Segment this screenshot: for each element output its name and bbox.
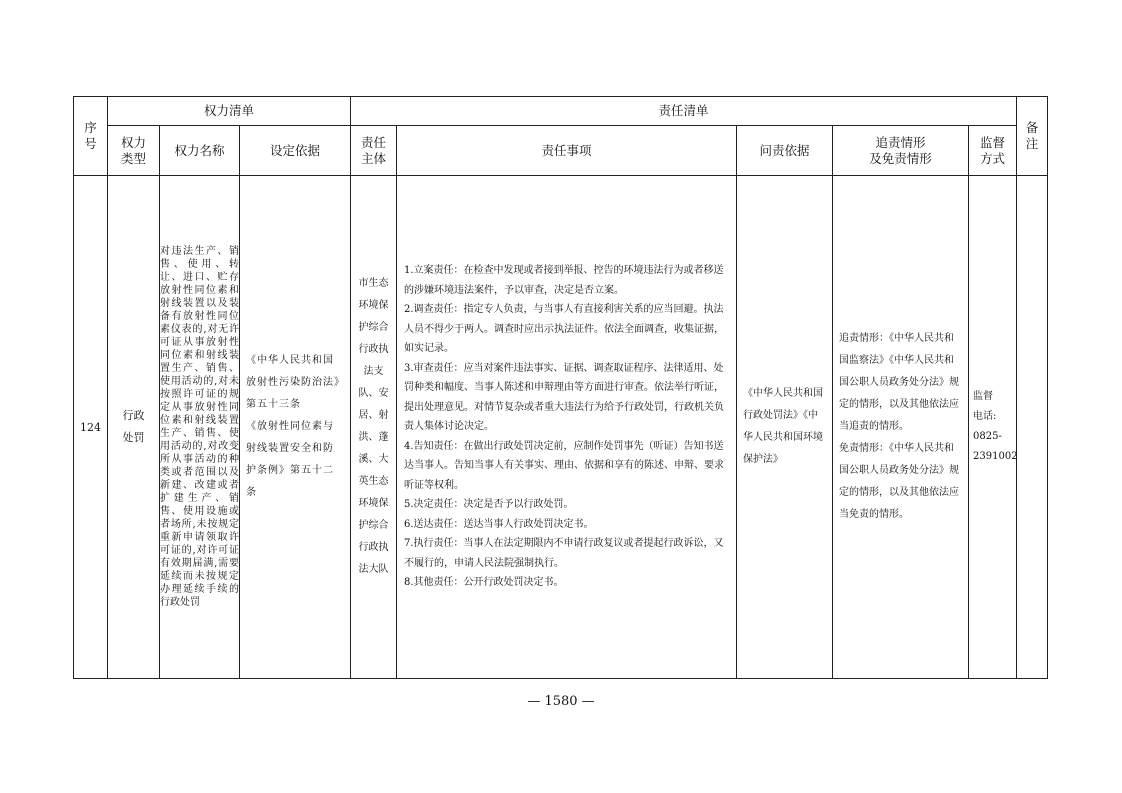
matter-item: 8.其他责任：公开行政处罚决定书。 xyxy=(404,577,564,589)
header-supervision: 监督 方式 xyxy=(969,126,1017,176)
matter-item: 3.审查责任：应当对案件违法事实、证据、调查取证程序、法律适用、处罚种类和幅度、当事人陈述和申辩理由等方面进行审查。依法举行听证，提出处理意见。对情节复杂或者重大违法行为给予行政处罚，行政机关负责人集体讨论决定。 xyxy=(404,362,725,433)
header-power-name: 权力名称 xyxy=(160,126,240,176)
row-accountability-basis: 《中华人民共和国行政处罚法》《中华人民共和国环境保护法》 xyxy=(737,176,833,679)
header-power-type: 权力 类型 xyxy=(108,126,160,176)
row-power-type: 行政 处罚 xyxy=(108,176,160,679)
header-pursuit: 追责情形 及免责情形 xyxy=(833,126,969,176)
row-remark xyxy=(1017,176,1048,679)
row-pursuit: 追责情形：《中华人民共和国监察法》《中华人民共和国公职人员政务处分法》规定的情形，以及其他依法应当追责的情形。 免责情形：《中华人民共和国公职人员政务处分法》规定的情形，以及其他依法应当免责的情形。 xyxy=(833,176,969,679)
row-matters xyxy=(397,176,737,679)
row-power-name: 对违法生产、销售、使用、转让、进口、贮存放射性同位素和射线装置以及装备有放射性同位素仪表的,对无许可证从事放射性同位素和射线装置生产、销售、使用活动的,对未按照许可证的规定从事放射性同位素和射线装置生产、销售、使用活动的,对改变所从事活动的种类或者范围以及新建、改建或者扩建生产、销售、使用设施或者场所,未按规定重新申请领取许可证的,对许可证有效期届满,需要延续而未按规定办理延续手续的行政处罚 xyxy=(160,176,240,679)
matter-item: 7.执行责任：当事人在法定期限内不申请行政复议或者提起行政诉讼，又不履行的，申请人民法院强制执行。 xyxy=(404,538,724,569)
matter-item: 1.立案责任：在检查中发现或者接到举报、控告的环境违法行为或者移送的涉嫌环境违法案件，予以审查，决定是否立案。 xyxy=(404,265,724,296)
table-row xyxy=(74,176,1048,679)
row-basis: 《中华人民共和国放射性污染防治法》第五十三条 《放射性同位素与射线装置安全和防护条例》第五十二条 xyxy=(240,176,351,679)
header-remark: 备 注 xyxy=(1017,97,1048,176)
header-accountability-basis: 问责依据 xyxy=(737,126,833,176)
header-power-list: 权力清单 xyxy=(108,97,351,126)
matter-item: 4.告知责任：在做出行政处罚决定前，应制作处罚事先（听证）告知书送达当事人。告知当事人有关事实、理由、依据和享有的陈述、申辩、要求听证等权利。 xyxy=(404,440,725,491)
header-matters: 责任事项 xyxy=(397,126,737,176)
matter-item: 6.送达责任：送达当事人行政处罚决定书。 xyxy=(404,518,594,530)
header-subject: 责任 主体 xyxy=(351,126,397,176)
row-subject: 市生态环境保护综合行政执法支队、安居、射洪、蓬溪、大英生态环境保护综合行政执法大队 xyxy=(351,176,397,679)
header-basis: 设定依据 xyxy=(240,126,351,176)
row-seq: 124 xyxy=(74,176,108,679)
header-seq: 序 号 xyxy=(74,97,108,176)
row-supervision: 监督 电话: 0825- 2391002 xyxy=(969,176,1017,679)
matter-item: 5.决定责任：决定是否予以行政处罚。 xyxy=(404,499,574,511)
page-number: — 1580 — xyxy=(527,694,595,709)
header-responsibility-list: 责任清单 xyxy=(351,97,1017,126)
responsibility-table xyxy=(73,96,1048,679)
matter-item: 2.调查责任：指定专人负责，与当事人有直接利害关系的应当回避。执法人员不得少于两人。调查时应出示执法证件。依法全面调查，收集证据，如实记录。 xyxy=(404,304,725,355)
